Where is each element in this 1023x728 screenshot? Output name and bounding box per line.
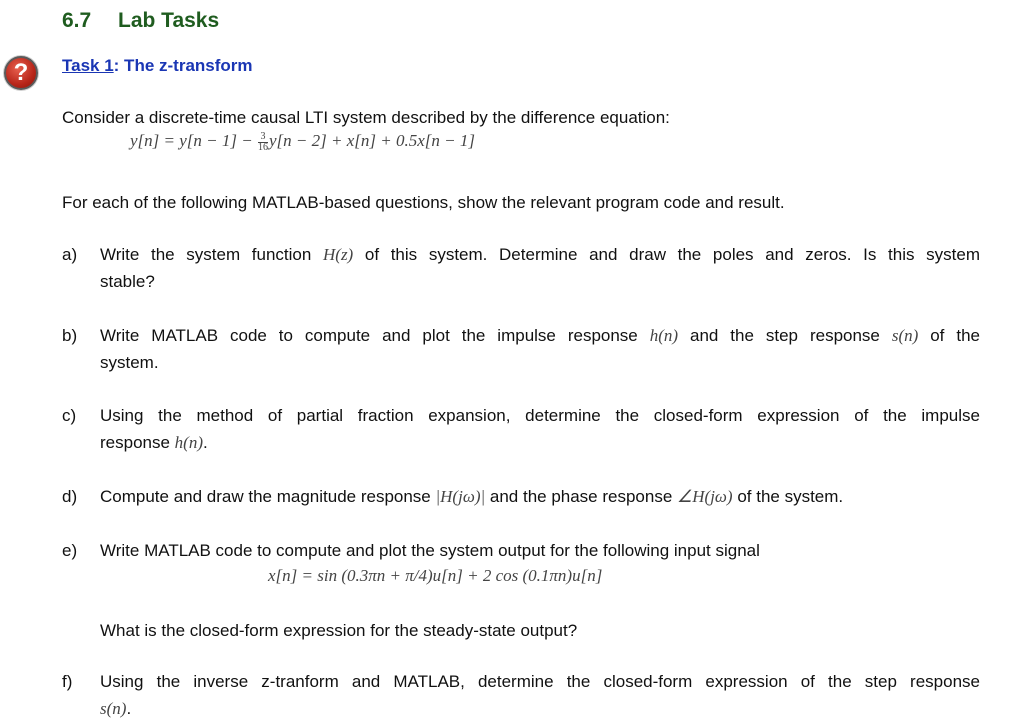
section-number: 6.7 bbox=[62, 9, 92, 32]
intro-paragraph: Consider a discrete-time causal LTI system described by the difference equation: bbox=[62, 108, 670, 127]
question-text: Compute and draw the magnitude response bbox=[100, 487, 436, 506]
question-body bbox=[100, 537, 980, 564]
task-link[interactable]: Task 1 bbox=[62, 56, 114, 75]
equation-left: y[n] = y[n − 1] − bbox=[130, 131, 257, 150]
instructions-paragraph: For each of the following MATLAB-based questions, show the relevant program code and result. bbox=[62, 193, 785, 212]
question-label: b) bbox=[62, 326, 78, 345]
question-body bbox=[100, 322, 980, 376]
equation-fraction bbox=[258, 132, 268, 153]
question-body bbox=[100, 241, 980, 295]
question-label: d) bbox=[62, 487, 78, 506]
question-text: response bbox=[100, 433, 175, 452]
question-label: a) bbox=[62, 245, 78, 264]
question-label: c) bbox=[62, 406, 77, 425]
question-text: Write MATLAB code to compute and plot the system output for the following input signal bbox=[100, 541, 760, 560]
math-sn: s(n) bbox=[891, 326, 919, 345]
math-hn: h(n) bbox=[649, 326, 679, 345]
difference-equation bbox=[130, 131, 475, 153]
question-label: e) bbox=[62, 541, 78, 560]
help-icon[interactable]: ? bbox=[4, 56, 38, 90]
section-title: Lab Tasks bbox=[118, 9, 220, 32]
question-text: Using the method of partial fraction expansion, determine the closed-form expression of the impulse bbox=[100, 406, 980, 425]
question-text: . bbox=[126, 699, 132, 718]
question-body bbox=[100, 483, 980, 510]
fraction-denominator: 16 bbox=[257, 141, 268, 153]
math-magnitude: |H(jω)| bbox=[435, 487, 486, 506]
math-hz: H(z) bbox=[323, 245, 354, 264]
question-text: of this system. Determine and draw the poles and zeros. Is this system bbox=[353, 245, 981, 264]
section-heading bbox=[62, 9, 219, 33]
question-text: Write the system function bbox=[100, 245, 323, 264]
question-text: of the system. bbox=[732, 487, 844, 506]
task-heading bbox=[62, 56, 253, 76]
math-sn: s(n) bbox=[100, 699, 127, 718]
question-text: stable? bbox=[100, 272, 155, 291]
question-text: What is the closed-form expression for the steady-state output? bbox=[100, 621, 578, 640]
question-text: system. bbox=[100, 353, 159, 372]
question-body bbox=[100, 668, 980, 722]
equation-right: y[n − 2] + x[n] + 0.5x[n − 1] bbox=[268, 131, 475, 150]
question-label: f) bbox=[62, 672, 73, 691]
question-text: and the phase response bbox=[485, 487, 678, 506]
question-body bbox=[100, 402, 980, 456]
fraction-numerator: 3 bbox=[260, 130, 266, 142]
input-signal-equation: x[n] = sin (0.3πn + π/4)u[n] + 2 cos (0.1πn)u[n] bbox=[268, 566, 603, 585]
math-hn: h(n) bbox=[174, 433, 203, 452]
question-text: and the step response bbox=[678, 326, 892, 345]
question-text: of the bbox=[918, 326, 980, 345]
task-title: : The z-transform bbox=[113, 56, 253, 75]
math-phase: ∠H(jω) bbox=[677, 487, 733, 506]
question-text: Write MATLAB code to compute and plot the impulse response bbox=[100, 326, 650, 345]
question-text: . bbox=[203, 433, 208, 452]
question-text: Using the inverse z-tranform and MATLAB, determine the closed-form expression of the step response bbox=[100, 672, 980, 691]
